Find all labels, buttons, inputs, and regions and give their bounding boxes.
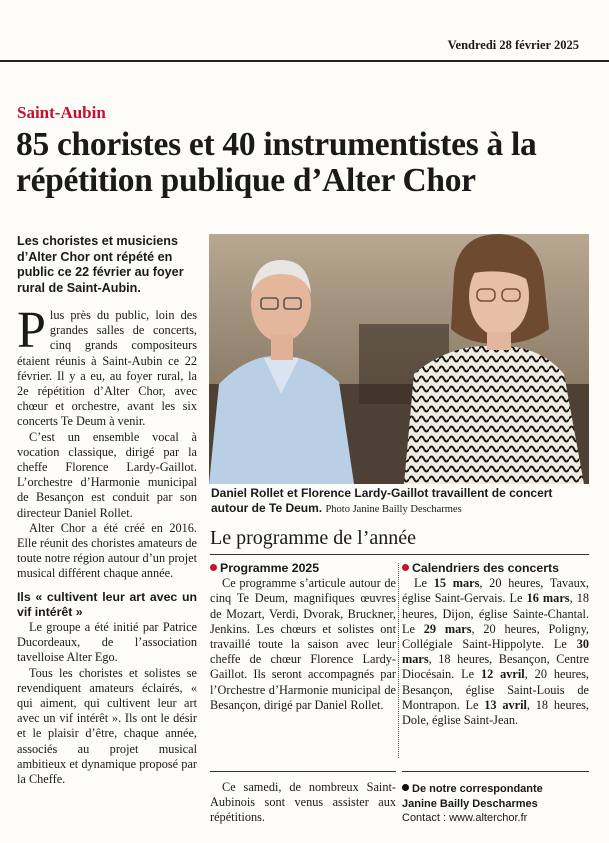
calendar-footer-rule	[402, 771, 589, 772]
article-lede: Les choristes et musiciens d’Alter Chor ont répété en public ce 22 février au foyer rural de Saint-Aubin.	[17, 234, 184, 295]
article-subhead: Ils « cultivent leur art avec un vif intérêt »	[17, 589, 197, 619]
calendar-heading-text: Calendriers des concerts	[412, 561, 559, 575]
red-bullet-icon	[210, 564, 217, 571]
programme-footer	[210, 780, 396, 826]
calendar-entry: Le 30 mars, 18 heures, Besançon, Centre Diocésain.	[402, 637, 589, 682]
programme-title: Le programme de l’année	[210, 527, 417, 549]
calendar-heading	[402, 561, 589, 576]
paragraph-1-text: lus près du public, loin des grandes salles de concerts, cinq grands compositeurs étaient réunis à Saint-Aubin ce 22 février. Il y a eu, au foyer rural, la 2e répétition d’Alter Chor, avec chœur et orchestre, avant les six concerts Te Deum à venir.	[17, 308, 197, 429]
correspondent-contact: Contact : www.alterchor.fr	[402, 812, 528, 824]
article-kicker: Saint-Aubin	[17, 103, 106, 122]
column-divider	[398, 563, 399, 758]
article-body	[17, 302, 197, 787]
programme-heading-text: Programme 2025	[220, 561, 320, 575]
calendar-column	[402, 561, 589, 728]
correspondent-name: Janine Bailly Descharmes	[402, 797, 538, 810]
programme-heading	[210, 561, 396, 576]
correspondent-label	[402, 782, 589, 797]
photo-caption	[211, 486, 589, 517]
drop-cap: P	[17, 302, 46, 359]
calendar-entry: Le 29 mars, 20 heures, Poligny, Collégiale Saint-Hippolyte.	[402, 621, 589, 652]
header-date: Vendredi 28 février 2025	[447, 38, 579, 52]
programme-footer-rule	[210, 771, 396, 772]
paragraph-5: Tous les choristes et solistes se revendiquent amateurs éclairés, « qui aiment, qui cultivent leur art avec un vif intérêt ». Ils ont le désir et le plaisir d’être, chaque année, associés au projet musical ambitieux et dynamique proposé par la Cheffe.	[17, 665, 197, 787]
photo-illustration	[209, 234, 589, 484]
paragraph-3: Alter Chor a été créé en 2016. Elle réunit des choristes amateurs de toute notre région autour d’un projet musical différent chaque année.	[17, 520, 197, 581]
paragraph-1	[17, 302, 197, 430]
paragraph-2: C’est un ensemble vocal à vocation classique, dirigé par la cheffe Florence Lardy-Gaillot. L’orchestre d’Harmonie municipal de Besançon est conduit par son directeur Daniel Rollet.	[17, 429, 197, 520]
photo-credit: Photo Janine Bailly Descharmes	[325, 503, 462, 515]
header-rule	[0, 60, 609, 62]
article-headline: 85 choristes et 40 instrumentistes à la répétition publique d’Alter Chor	[16, 126, 537, 199]
calendar-entry: Le 12 avril, 20 heures, Besançon, église Saint-Louis de Montrapon.	[402, 667, 590, 712]
calendar-entry: Le 16 mars, 18 heures, Dijon, église Sainte-Chantal.	[402, 591, 589, 621]
correspondent-block	[402, 782, 589, 826]
paragraph-4: Le groupe a été initié par Patrice Ducordeaux, de l’association tavelloise Alter Ego.	[17, 620, 197, 665]
calendar-entry: Le 15 mars, 20 heures, Tavaux, église Saint-Gervais.	[402, 576, 589, 606]
calendar-list	[402, 576, 589, 728]
black-bullet-icon	[402, 784, 409, 791]
calendar-entry: Le 13 avril, 18 heures, Dole, église Saint-Jean.	[402, 697, 590, 728]
red-bullet-icon	[402, 564, 409, 571]
programme-text: Ce programme s’articule autour de cinq Te Deum, magnifiques œuvres de Mozart, Verdi, Dvorak, Bruckner, Jenkins. Les chœurs et solistes ont travaillé toute la saison avec leur cheffe de chœur Florence Lardy-Gaillot. Ils seront accompagnés par l’Orchestre d’Harmonie municipal de Besançon, dirigé par Daniel Rollet.	[210, 576, 396, 712]
programme-column	[210, 561, 396, 713]
correspondent-label-text: De notre correspondante	[412, 783, 543, 795]
programme-footer-text: Ce samedi, de nombreux Saint-Aubinois sont venus assister aux répétitions.	[210, 780, 396, 825]
caption-text: Daniel Rollet et Florence Lardy-Gaillot travaillent de concert autour de Te Deum.	[211, 486, 553, 515]
article-photo	[209, 234, 589, 484]
programme-rule	[210, 554, 589, 555]
